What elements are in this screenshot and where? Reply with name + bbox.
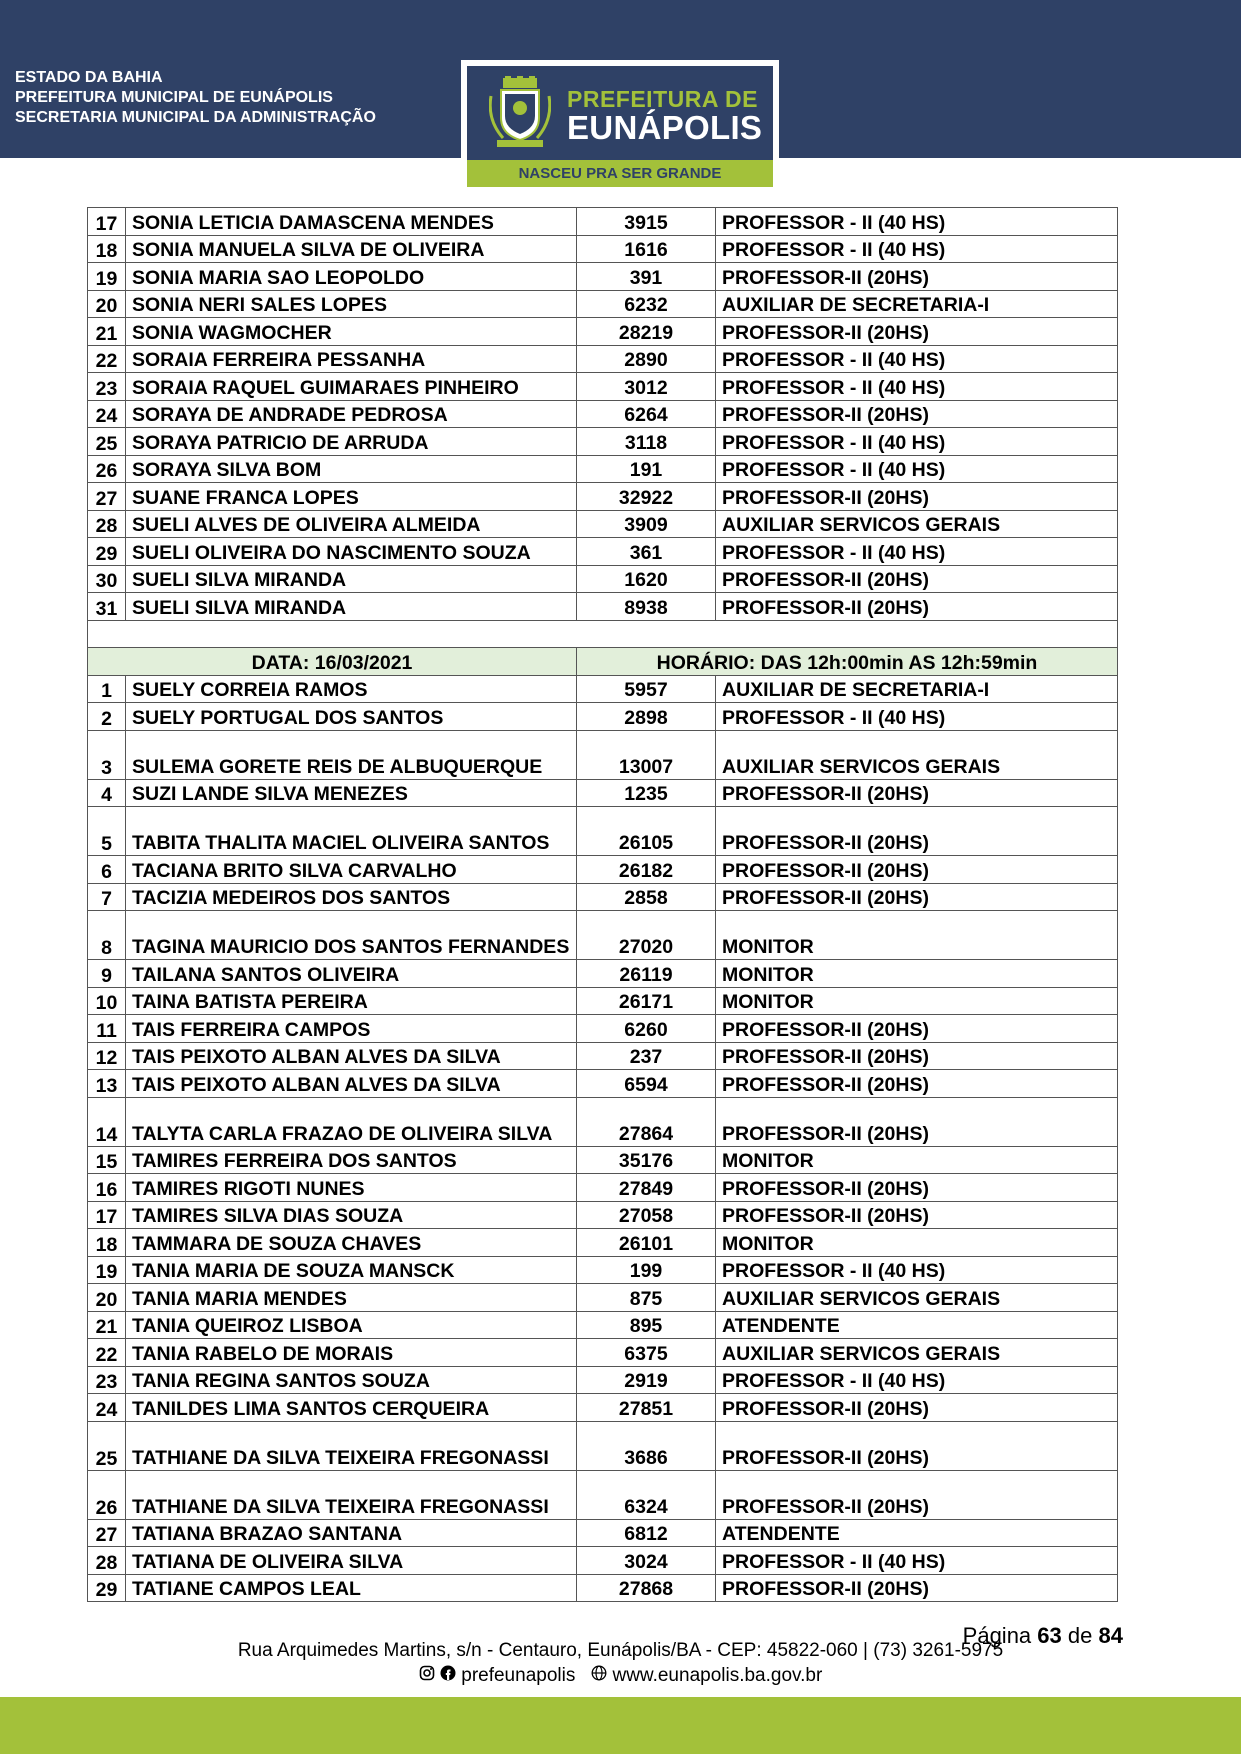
registration-number: 26119: [577, 960, 716, 988]
logo-title-main: EUNÁPOLIS: [567, 109, 763, 146]
table-row: [88, 1146, 1118, 1174]
job-title: MONITOR: [716, 960, 1118, 988]
employee-name: SUZI LANDE SILVA MENEZES: [126, 779, 577, 807]
registration-number: 27851: [577, 1394, 716, 1422]
registration-number: 3915: [577, 208, 716, 236]
table-row: [88, 565, 1118, 593]
registration-number: 28219: [577, 318, 716, 346]
table-row: [88, 1042, 1118, 1070]
row-number: 17: [88, 208, 126, 236]
job-title: PROFESSOR-II (20HS): [716, 400, 1118, 428]
registration-number: 26182: [577, 856, 716, 884]
employee-name: SORAIA RAQUEL GUIMARAES PINHEIRO: [126, 373, 577, 401]
instagram-icon: [419, 1665, 435, 1681]
table-row: [88, 1097, 1118, 1146]
row-number: 29: [88, 1574, 126, 1602]
section-header: [88, 648, 1118, 676]
table-row: [88, 1339, 1118, 1367]
table-row: [88, 400, 1118, 428]
row-number: 20: [88, 290, 126, 318]
job-title: PROFESSOR - II (40 HS): [716, 1256, 1118, 1284]
registration-number: 2919: [577, 1366, 716, 1394]
row-number: 27: [88, 1519, 126, 1547]
registration-number: 13007: [577, 730, 716, 779]
registration-number: 6375: [577, 1339, 716, 1367]
employee-name: TAINA BATISTA PEREIRA: [126, 987, 577, 1015]
table-row: [88, 807, 1118, 856]
table-row: [88, 1519, 1118, 1547]
blank-cell: [88, 620, 1118, 648]
footer-address: Rua Arquimedes Martins, s/n - Centauro, Eunápolis/BA - CEP: 45822-060 | (73) 3261-5975: [237, 1640, 1004, 1661]
employee-name: TATIANA DE OLIVEIRA SILVA: [126, 1547, 577, 1575]
job-title: PROFESSOR-II (20HS): [716, 883, 1118, 911]
employee-name: SORAYA SILVA BOM: [126, 455, 577, 483]
employee-name: TANIA MARIA DE SOUZA MANSCK: [126, 1256, 577, 1284]
page-label: Página: [962, 1623, 1032, 1648]
registration-number: 27058: [577, 1201, 716, 1229]
registration-number: 191: [577, 455, 716, 483]
row-number: 29: [88, 538, 126, 566]
employee-name: SUELI ALVES DE OLIVEIRA ALMEIDA: [126, 510, 577, 538]
employee-name: TATHIANE DA SILVA TEIXEIRA FREGONASSI: [126, 1470, 577, 1519]
page-sep: de: [1067, 1623, 1093, 1648]
job-title: PROFESSOR-II (20HS): [716, 807, 1118, 856]
employee-name: TALYTA CARLA FRAZAO DE OLIVEIRA SILVA: [126, 1097, 577, 1146]
globe-icon: [591, 1665, 607, 1681]
job-title: PROFESSOR-II (20HS): [716, 1201, 1118, 1229]
row-number: 15: [88, 1146, 126, 1174]
registration-number: 199: [577, 1256, 716, 1284]
logo-title-top: PREFEITURA DE: [567, 86, 758, 112]
employee-name: SONIA NERI SALES LOPES: [126, 290, 577, 318]
employee-name: TAMMARA DE SOUZA CHAVES: [126, 1229, 577, 1257]
employee-name: SUELI SILVA MIRANDA: [126, 565, 577, 593]
registration-number: 6260: [577, 1015, 716, 1043]
row-number: 21: [88, 1311, 126, 1339]
employee-name: SONIA MANUELA SILVA DE OLIVEIRA: [126, 235, 577, 263]
registration-number: 3012: [577, 373, 716, 401]
row-number: 13: [88, 1070, 126, 1098]
header-text: [15, 68, 376, 128]
table-row: [88, 428, 1118, 456]
social-handle[interactable]: prefeunapolis: [461, 1665, 576, 1686]
job-title: AUXILIAR DE SECRETARIA-I: [716, 675, 1118, 703]
job-title: PROFESSOR - II (40 HS): [716, 703, 1118, 731]
header-line-state: ESTADO DA BAHIA: [15, 69, 163, 86]
section-header-row: [88, 648, 1118, 676]
registration-number: 895: [577, 1311, 716, 1339]
registration-number: 1235: [577, 779, 716, 807]
footer-bar: [0, 1697, 1241, 1754]
registration-number: 26101: [577, 1229, 716, 1257]
staff-table-bottom: [88, 675, 1118, 1602]
employee-name: TANIA MARIA MENDES: [126, 1284, 577, 1312]
registration-number: 361: [577, 538, 716, 566]
job-title: MONITOR: [716, 1146, 1118, 1174]
table-row: [88, 1547, 1118, 1575]
employee-name: TAIS PEIXOTO ALBAN ALVES DA SILVA: [126, 1042, 577, 1070]
employee-name: TAIS PEIXOTO ALBAN ALVES DA SILVA: [126, 1070, 577, 1098]
employee-name: SUELI OLIVEIRA DO NASCIMENTO SOUZA: [126, 538, 577, 566]
table-row: [88, 911, 1118, 960]
table-row: [88, 779, 1118, 807]
coat-of-arms-icon: [489, 76, 551, 150]
employee-name: TACIANA BRITO SILVA CARVALHO: [126, 856, 577, 884]
job-title: AUXILIAR DE SECRETARIA-I: [716, 290, 1118, 318]
employee-name: TAIS FERREIRA CAMPOS: [126, 1015, 577, 1043]
table-row: [88, 1470, 1118, 1519]
job-title: PROFESSOR - II (40 HS): [716, 235, 1118, 263]
header-line-city: PREFEITURA MUNICIPAL DE EUNÁPOLIS: [15, 89, 333, 106]
row-number: 25: [88, 428, 126, 456]
row-number: 10: [88, 987, 126, 1015]
logo-slogan: NASCEU PRA SER GRANDE: [467, 160, 773, 187]
job-title: PROFESSOR - II (40 HS): [716, 1547, 1118, 1575]
row-number: 7: [88, 883, 126, 911]
row-number: 9: [88, 960, 126, 988]
registration-number: 3118: [577, 428, 716, 456]
job-title: PROFESSOR-II (20HS): [716, 263, 1118, 291]
registration-number: 27868: [577, 1574, 716, 1602]
table-row: [88, 1394, 1118, 1422]
registration-number: 6594: [577, 1070, 716, 1098]
row-number: 22: [88, 1339, 126, 1367]
employee-name: SULEMA GORETE REIS DE ALBUQUERQUE: [126, 730, 577, 779]
job-title: PROFESSOR-II (20HS): [716, 1015, 1118, 1043]
employee-name: SONIA LETICIA DAMASCENA MENDES: [126, 208, 577, 236]
table-row: [88, 1201, 1118, 1229]
row-number: 8: [88, 911, 126, 960]
table-row: [88, 208, 1118, 236]
job-title: PROFESSOR-II (20HS): [716, 318, 1118, 346]
staff-table-top: [88, 208, 1118, 621]
row-number: 26: [88, 1470, 126, 1519]
page-total: 84: [1098, 1623, 1123, 1648]
job-title: ATENDENTE: [716, 1311, 1118, 1339]
row-number: 6: [88, 856, 126, 884]
table-row: [88, 290, 1118, 318]
employee-name: SUELY PORTUGAL DOS SANTOS: [126, 703, 577, 731]
employee-name: TABITA THALITA MACIEL OLIVEIRA SANTOS: [126, 807, 577, 856]
table-row: [88, 483, 1118, 511]
row-number: 19: [88, 263, 126, 291]
registration-number: 35176: [577, 1146, 716, 1174]
job-title: PROFESSOR - II (40 HS): [716, 428, 1118, 456]
row-number: 28: [88, 1547, 126, 1575]
job-title: AUXILIAR SERVICOS GERAIS: [716, 730, 1118, 779]
registration-number: 1620: [577, 565, 716, 593]
prefeitura-logo: [461, 60, 779, 192]
table-row: [88, 538, 1118, 566]
table-row: [88, 1229, 1118, 1257]
table-row: [88, 263, 1118, 291]
row-number: 22: [88, 345, 126, 373]
table-row: [88, 1015, 1118, 1043]
job-title: PROFESSOR-II (20HS): [716, 856, 1118, 884]
job-title: PROFESSOR - II (40 HS): [716, 1366, 1118, 1394]
registration-number: 3686: [577, 1421, 716, 1470]
employee-name: SUELY CORREIA RAMOS: [126, 675, 577, 703]
job-title: PROFESSOR - II (40 HS): [716, 208, 1118, 236]
section-date: DATA: 16/03/2021: [88, 648, 577, 676]
facebook-icon: [440, 1665, 456, 1681]
table-row: [88, 675, 1118, 703]
table-row: [88, 1311, 1118, 1339]
row-number: 26: [88, 455, 126, 483]
staff-table-spacer: [88, 620, 1118, 648]
table-row: [88, 1574, 1118, 1602]
row-number: 24: [88, 400, 126, 428]
table-row: [88, 987, 1118, 1015]
job-title: PROFESSOR-II (20HS): [716, 1174, 1118, 1202]
employee-name: TAMIRES FERREIRA DOS SANTOS: [126, 1146, 577, 1174]
job-title: PROFESSOR-II (20HS): [716, 483, 1118, 511]
registration-number: 2858: [577, 883, 716, 911]
employee-name: TANIA REGINA SANTOS SOUZA: [126, 1366, 577, 1394]
registration-number: 27849: [577, 1174, 716, 1202]
employee-name: TAMIRES SILVA DIAS SOUZA: [126, 1201, 577, 1229]
table-row: [88, 1284, 1118, 1312]
job-title: PROFESSOR-II (20HS): [716, 593, 1118, 621]
row-number: 2: [88, 703, 126, 731]
table-row: [88, 1366, 1118, 1394]
employee-name: TAMIRES RIGOTI NUNES: [126, 1174, 577, 1202]
job-title: PROFESSOR-II (20HS): [716, 1470, 1118, 1519]
table-row: [88, 510, 1118, 538]
row-number: 1: [88, 675, 126, 703]
row-number: 16: [88, 1174, 126, 1202]
row-number: 25: [88, 1421, 126, 1470]
table-row: [88, 960, 1118, 988]
job-title: AUXILIAR SERVICOS GERAIS: [716, 1339, 1118, 1367]
blank-row: [88, 620, 1118, 648]
row-number: 23: [88, 1366, 126, 1394]
footer-social: [0, 1665, 1241, 1687]
table-row: [88, 1070, 1118, 1098]
employee-name: SUANE FRANCA LOPES: [126, 483, 577, 511]
job-title: PROFESSOR - II (40 HS): [716, 373, 1118, 401]
row-number: 11: [88, 1015, 126, 1043]
row-number: 4: [88, 779, 126, 807]
row-number: 3: [88, 730, 126, 779]
job-title: PROFESSOR-II (20HS): [716, 1394, 1118, 1422]
table-row: [88, 1256, 1118, 1284]
employee-name: SORAYA DE ANDRADE PEDROSA: [126, 400, 577, 428]
job-title: PROFESSOR-II (20HS): [716, 1574, 1118, 1602]
employee-name: TATIANE CAMPOS LEAL: [126, 1574, 577, 1602]
employee-name: TATHIANE DA SILVA TEIXEIRA FREGONASSI: [126, 1421, 577, 1470]
registration-number: 5957: [577, 675, 716, 703]
registration-number: 8938: [577, 593, 716, 621]
row-number: 5: [88, 807, 126, 856]
row-number: 30: [88, 565, 126, 593]
employee-name: TANIA RABELO DE MORAIS: [126, 1339, 577, 1367]
job-title: PROFESSOR-II (20HS): [716, 1421, 1118, 1470]
registration-number: 3909: [577, 510, 716, 538]
section-time: HORÁRIO: DAS 12h:00min AS 12h:59min: [577, 648, 1118, 676]
registration-number: 6264: [577, 400, 716, 428]
row-number: 19: [88, 1256, 126, 1284]
row-number: 20: [88, 1284, 126, 1312]
row-number: 18: [88, 235, 126, 263]
row-number: 27: [88, 483, 126, 511]
row-number: 12: [88, 1042, 126, 1070]
row-number: 14: [88, 1097, 126, 1146]
registration-number: 1616: [577, 235, 716, 263]
table-row: [88, 1421, 1118, 1470]
table-row: [88, 703, 1118, 731]
row-number: 18: [88, 1229, 126, 1257]
table-row: [88, 730, 1118, 779]
employee-name: TAGINA MAURICIO DOS SANTOS FERNANDES: [126, 911, 577, 960]
registration-number: 26105: [577, 807, 716, 856]
job-title: PROFESSOR-II (20HS): [716, 1042, 1118, 1070]
employee-name: TATIANA BRAZAO SANTANA: [126, 1519, 577, 1547]
row-number: 28: [88, 510, 126, 538]
registration-number: 237: [577, 1042, 716, 1070]
table-row: [88, 856, 1118, 884]
employee-name: TANILDES LIMA SANTOS CERQUEIRA: [126, 1394, 577, 1422]
job-title: PROFESSOR-II (20HS): [716, 1097, 1118, 1146]
job-title: AUXILIAR SERVICOS GERAIS: [716, 1284, 1118, 1312]
table-row: [88, 373, 1118, 401]
registration-number: 26171: [577, 987, 716, 1015]
header-line-secretariat: SECRETARIA MUNICIPAL DA ADMINISTRAÇÃO: [15, 109, 376, 126]
registration-number: 875: [577, 1284, 716, 1312]
website-link[interactable]: www.eunapolis.ba.gov.br: [612, 1665, 823, 1686]
job-title: PROFESSOR - II (40 HS): [716, 455, 1118, 483]
employee-name: SUELI SILVA MIRANDA: [126, 593, 577, 621]
job-title: ATENDENTE: [716, 1519, 1118, 1547]
employee-name: TANIA QUEIROZ LISBOA: [126, 1311, 577, 1339]
table-row: [88, 593, 1118, 621]
registration-number: 6232: [577, 290, 716, 318]
job-title: PROFESSOR - II (40 HS): [716, 538, 1118, 566]
job-title: MONITOR: [716, 911, 1118, 960]
table-row: [88, 318, 1118, 346]
job-title: PROFESSOR - II (40 HS): [716, 345, 1118, 373]
employee-name: SONIA MARIA SAO LEOPOLDO: [126, 263, 577, 291]
row-number: 17: [88, 1201, 126, 1229]
registration-number: 2898: [577, 703, 716, 731]
row-number: 31: [88, 593, 126, 621]
registration-number: 391: [577, 263, 716, 291]
table-row: [88, 883, 1118, 911]
page-current: 63: [1037, 1623, 1062, 1648]
registration-number: 6324: [577, 1470, 716, 1519]
job-title: PROFESSOR-II (20HS): [716, 779, 1118, 807]
job-title: MONITOR: [716, 987, 1118, 1015]
registration-number: 27020: [577, 911, 716, 960]
table-row: [88, 1174, 1118, 1202]
job-title: MONITOR: [716, 1229, 1118, 1257]
employee-name: TACIZIA MEDEIROS DOS SANTOS: [126, 883, 577, 911]
employee-name: SORAIA FERREIRA PESSANHA: [126, 345, 577, 373]
registration-number: 6812: [577, 1519, 716, 1547]
job-title: PROFESSOR-II (20HS): [716, 565, 1118, 593]
employee-name: TAILANA SANTOS OLIVEIRA: [126, 960, 577, 988]
row-number: 24: [88, 1394, 126, 1422]
logo-panel: [467, 66, 773, 160]
staff-table: [87, 207, 1118, 1602]
employee-name: SONIA WAGMOCHER: [126, 318, 577, 346]
registration-number: 3024: [577, 1547, 716, 1575]
employee-name: SORAYA PATRICIO DE ARRUDA: [126, 428, 577, 456]
registration-number: 32922: [577, 483, 716, 511]
job-title: PROFESSOR-II (20HS): [716, 1070, 1118, 1098]
registration-number: 27864: [577, 1097, 716, 1146]
job-title: AUXILIAR SERVICOS GERAIS: [716, 510, 1118, 538]
table-row: [88, 455, 1118, 483]
table-row: [88, 235, 1118, 263]
row-number: 23: [88, 373, 126, 401]
table-row: [88, 345, 1118, 373]
registration-number: 2890: [577, 345, 716, 373]
row-number: 21: [88, 318, 126, 346]
